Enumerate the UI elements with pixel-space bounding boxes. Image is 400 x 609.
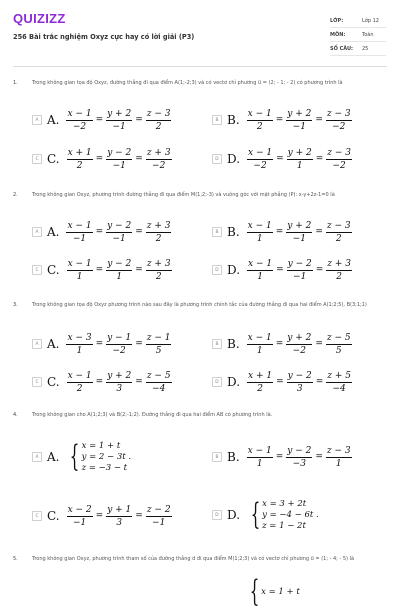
denominator: 1 <box>76 271 83 282</box>
system-line: x = 1 + t <box>81 440 121 451</box>
equals-sign: = <box>135 377 143 387</box>
fraction <box>247 446 273 469</box>
equals-sign: = <box>135 511 143 521</box>
option-badge[interactable]: C <box>32 154 42 164</box>
denominator: 2 <box>335 233 342 244</box>
option-letter: D. <box>227 152 241 166</box>
denominator: −1 <box>72 517 87 528</box>
fraction <box>146 505 172 528</box>
fraction <box>287 148 313 171</box>
option-a[interactable] <box>32 332 172 356</box>
denominator: −2 <box>332 121 346 132</box>
system-line: y = −4 − 6t . <box>262 509 319 520</box>
denominator: 3 <box>116 383 123 394</box>
fraction <box>106 109 132 132</box>
numerator: x − 1 <box>67 370 92 381</box>
option-expression <box>65 109 172 132</box>
denominator: 2 <box>155 233 162 244</box>
fraction <box>146 148 172 171</box>
option-b[interactable] <box>212 445 353 469</box>
question-number: 1. <box>13 80 18 86</box>
numerator: z − 2 <box>146 504 171 515</box>
fraction <box>326 371 352 394</box>
question-1 <box>13 80 389 180</box>
fraction <box>67 259 93 282</box>
denominator: 1 <box>256 345 263 356</box>
equals-sign: = <box>95 227 104 237</box>
numerator: y + 2 <box>107 108 132 119</box>
option-badge[interactable]: C <box>32 377 42 387</box>
question-number: 4. <box>13 412 18 418</box>
denominator: 1 <box>76 345 83 356</box>
numerator: z + 3 <box>146 147 171 158</box>
denominator: −1 <box>293 271 307 282</box>
fraction <box>146 371 172 394</box>
equals-sign: = <box>135 265 143 275</box>
meta-value: Toán <box>362 31 374 38</box>
meta-row-count <box>330 42 386 56</box>
denominator: 3 <box>296 383 303 394</box>
equals-sign: = <box>95 154 104 164</box>
equals-sign: = <box>95 377 104 387</box>
option-d[interactable] <box>212 370 353 394</box>
numerator: z − 3 <box>327 147 351 158</box>
denominator: 2 <box>76 160 83 171</box>
equals-sign: = <box>135 154 143 164</box>
equals-sign: = <box>315 115 323 125</box>
option-letter: A. <box>47 113 60 127</box>
option-expression <box>66 148 173 171</box>
option-expression <box>246 333 353 356</box>
denominator: −2 <box>72 121 87 132</box>
fraction <box>286 109 312 132</box>
fraction <box>106 221 132 244</box>
numerator: x + 1 <box>248 370 273 381</box>
fraction <box>287 371 313 394</box>
question-text: Trong không gian cho A(1;2;3) và B(2;-1;2). Đường thẳng đi qua hai điểm AB có phương trình là. <box>32 412 273 418</box>
option-badge[interactable]: A <box>32 339 42 349</box>
equals-sign: = <box>95 511 104 521</box>
option-letter: C. <box>47 263 60 277</box>
question-number: 2. <box>13 192 18 198</box>
fraction <box>146 221 172 244</box>
fraction <box>146 259 172 282</box>
meta-key: SỐ CÂU: <box>330 45 354 52</box>
fraction <box>247 221 273 244</box>
denominator: −2 <box>152 160 166 171</box>
numerator: x − 1 <box>248 258 273 269</box>
fraction <box>247 371 273 394</box>
option-a[interactable] <box>32 108 172 132</box>
fraction <box>326 446 352 469</box>
numerator: y + 2 <box>287 332 312 343</box>
option-badge[interactable]: D <box>212 377 222 387</box>
fraction <box>286 333 312 356</box>
fraction <box>106 371 132 394</box>
system-line: x = 3 + 2t <box>262 498 307 509</box>
option-letter: A. <box>47 337 60 351</box>
numerator: y − 1 <box>107 332 132 343</box>
numerator: x − 1 <box>67 220 92 231</box>
denominator: −1 <box>112 233 126 244</box>
option-letter: D. <box>227 375 241 389</box>
equals-sign: = <box>95 265 104 275</box>
meta-key: MÔN: <box>330 31 346 38</box>
option-d[interactable] <box>212 499 319 531</box>
fraction <box>286 221 312 244</box>
option-badge[interactable]: A <box>32 115 42 125</box>
numerator: z − 1 <box>146 332 171 343</box>
option-badge[interactable]: A <box>32 227 42 237</box>
option-expression <box>245 574 300 609</box>
option-letter: A. <box>47 450 60 464</box>
denominator: −4 <box>152 383 166 394</box>
option-badge[interactable]: C <box>32 511 42 521</box>
denominator: 5 <box>335 345 342 356</box>
numerator: y + 2 <box>287 220 312 231</box>
fraction <box>326 109 352 132</box>
left-brace: { <box>70 439 80 474</box>
numerator: y − 2 <box>287 445 312 456</box>
denominator: 2 <box>336 271 342 282</box>
numerator: x − 1 <box>67 108 92 119</box>
denominator: −1 <box>292 121 306 132</box>
equals-sign: = <box>275 339 284 349</box>
numerator: x − 2 <box>67 504 92 515</box>
denominator: 2 <box>155 271 162 282</box>
equation-system <box>245 574 300 609</box>
numerator: x − 3 <box>67 332 92 343</box>
meta-value: 25 <box>362 45 369 52</box>
numerator: x − 1 <box>247 332 272 343</box>
denominator: 1 <box>296 160 303 171</box>
fraction <box>146 109 172 132</box>
fraction <box>326 221 352 244</box>
option-c[interactable] <box>32 504 173 528</box>
option-letter: C. <box>47 375 60 389</box>
meta-key: LỚP: <box>330 17 344 24</box>
fraction <box>146 333 172 356</box>
question-text: Trong không gian Oxyz, phương trình đường thẳng đi qua điểm M(1;2;-3) và vuông góc với mặt phẳng (P): x-y+2z-1=0 là <box>32 192 335 198</box>
option-c[interactable] <box>32 258 173 282</box>
question-4 <box>13 412 389 552</box>
numerator: z − 3 <box>146 108 171 119</box>
fraction <box>67 371 93 394</box>
equation-system <box>246 499 319 532</box>
numerator: z + 3 <box>146 220 171 231</box>
question-text: Trong không gian tọa độ Oxyz phương trình nào sau đây là phương trình chính tắc của đường thẳng đi qua hai điểm A(1;2;5), B(3;1;1) <box>32 302 367 308</box>
fraction <box>287 259 313 282</box>
denominator: 2 <box>155 121 162 132</box>
denominator: −2 <box>253 160 267 171</box>
option-letter: B. <box>227 450 240 464</box>
option-badge[interactable]: C <box>32 265 42 275</box>
system-lines <box>262 499 319 532</box>
fraction <box>67 505 93 528</box>
option-expression <box>66 259 173 282</box>
option-badge[interactable]: D <box>212 154 222 164</box>
denominator: 5 <box>155 345 162 356</box>
denominator: 1 <box>116 271 123 282</box>
question-3 <box>13 302 389 402</box>
system-line: x = 1 + t <box>261 586 300 597</box>
fraction <box>286 446 312 469</box>
numerator: z + 5 <box>327 370 351 381</box>
option-c[interactable] <box>32 147 173 171</box>
option-letter: D. <box>227 263 241 277</box>
equals-sign: = <box>135 115 143 125</box>
fraction <box>106 333 132 356</box>
option-expression <box>246 446 353 469</box>
question-number: 3. <box>13 302 18 308</box>
equals-sign: = <box>276 154 284 164</box>
option-b[interactable] <box>212 108 353 132</box>
fraction <box>326 333 352 356</box>
fraction <box>247 333 273 356</box>
worksheet-title: 256 Bài trắc nghiệm Oxyz cực hay có lời giải (P3) <box>13 33 195 41</box>
equals-sign: = <box>276 265 284 275</box>
option-d[interactable] <box>212 147 353 171</box>
option-expression <box>246 371 353 394</box>
equals-sign: = <box>95 115 104 125</box>
numerator: y + 2 <box>287 108 312 119</box>
option-d[interactable] <box>212 258 353 282</box>
option-c[interactable] <box>32 370 173 394</box>
option-badge[interactable]: D <box>212 265 222 275</box>
numerator: y − 2 <box>287 370 312 381</box>
denominator: 2 <box>76 383 83 394</box>
option-letter: C. <box>47 509 60 523</box>
numerator: z − 5 <box>326 332 351 343</box>
option-b[interactable] <box>212 220 353 244</box>
question-text: Trong không gian tọa độ Oxyz, đường thẳng đi qua điểm A(1;-2;3) và có vectơ chỉ phương u⃗ = (2; - 1; - 2) có phương trình là <box>32 80 343 86</box>
option-badge[interactable]: B <box>212 339 222 349</box>
denominator: −1 <box>152 517 166 528</box>
fraction <box>247 109 273 132</box>
equals-sign: = <box>275 452 284 462</box>
numerator: y − 2 <box>107 147 132 158</box>
equals-sign: = <box>135 339 143 349</box>
option-letter: B. <box>227 337 240 351</box>
numerator: y − 2 <box>107 258 132 269</box>
denominator: 3 <box>116 517 123 528</box>
equals-sign: = <box>315 265 324 275</box>
fraction <box>66 333 92 356</box>
option-expression <box>65 221 172 244</box>
option-expression <box>65 441 131 474</box>
fraction <box>66 221 92 244</box>
system-line: z = −3 − t <box>81 462 128 473</box>
equals-sign: = <box>276 377 284 387</box>
equals-sign: = <box>315 227 323 237</box>
meta-row-class <box>330 14 386 28</box>
system-line: z = 1 − 2t <box>262 520 306 531</box>
fraction <box>247 259 273 282</box>
fraction <box>106 148 132 171</box>
option-expression <box>246 148 353 171</box>
numerator: y − 2 <box>287 258 312 269</box>
option-letter: B. <box>227 225 240 239</box>
equation-system <box>65 441 131 474</box>
denominator: 1 <box>257 271 263 282</box>
numerator: x − 1 <box>247 220 272 231</box>
denominator: 2 <box>257 383 263 394</box>
option-a[interactable] <box>32 220 172 244</box>
option-a[interactable] <box>32 439 132 474</box>
denominator: −1 <box>112 121 126 132</box>
equals-sign: = <box>315 339 323 349</box>
worksheet-meta <box>330 14 386 56</box>
option-expression <box>246 221 353 244</box>
equals-sign: = <box>275 115 284 125</box>
option-badge[interactable]: A <box>32 452 42 462</box>
option-expression <box>246 109 353 132</box>
denominator: −2 <box>112 345 126 356</box>
denominator: −4 <box>332 383 346 394</box>
fraction <box>247 148 273 171</box>
left-brace: { <box>250 497 261 532</box>
denominator: 2 <box>256 121 263 132</box>
question-2 <box>13 192 389 292</box>
question-5 <box>13 556 389 609</box>
option-expression <box>246 259 353 282</box>
question-number: 5. <box>13 556 18 562</box>
question-text: Trong không gian Oxyz, phương trình tham số của đường thẳng d đi qua điểm M(1;2;3) và có vectơ chỉ phương u⃗ = (1; - 4; - 5) là <box>32 556 355 562</box>
equals-sign: = <box>135 227 143 237</box>
denominator: −2 <box>292 345 306 356</box>
system-lines <box>82 441 132 474</box>
numerator: x + 1 <box>67 147 92 158</box>
system-lines <box>261 587 300 598</box>
denominator: 1 <box>256 233 263 244</box>
left-brace: { <box>249 574 260 609</box>
denominator: 1 <box>256 458 263 469</box>
fraction <box>67 148 93 171</box>
numerator: z − 3 <box>326 220 351 231</box>
numerator: z − 5 <box>146 370 171 381</box>
quizizz-logo: QUIZIZZ <box>13 11 66 26</box>
numerator: y + 2 <box>287 147 312 158</box>
numerator: z − 3 <box>326 108 351 119</box>
numerator: x − 1 <box>248 147 273 158</box>
equals-sign: = <box>95 339 104 349</box>
denominator: −1 <box>112 160 126 171</box>
numerator: y − 2 <box>107 220 132 231</box>
option-expression <box>246 499 319 532</box>
numerator: z + 3 <box>146 258 171 269</box>
system-line: y = 2 − 3t . <box>81 451 132 462</box>
option-expression <box>66 505 173 528</box>
denominator: −3 <box>292 458 306 469</box>
equals-sign: = <box>315 154 324 164</box>
numerator: y + 2 <box>107 370 132 381</box>
option-badge[interactable]: D <box>212 510 222 520</box>
numerator: z − 3 <box>326 445 351 456</box>
equals-sign: = <box>315 377 324 387</box>
header-divider <box>13 66 387 67</box>
option-badge[interactable]: B <box>212 115 222 125</box>
option-letter: A. <box>47 225 60 239</box>
option-expression <box>65 333 172 356</box>
numerator: y + 1 <box>107 504 132 515</box>
option-expression <box>66 371 173 394</box>
numerator: z + 3 <box>327 258 351 269</box>
denominator: 1 <box>335 458 342 469</box>
equals-sign: = <box>275 227 284 237</box>
numerator: x − 1 <box>247 445 272 456</box>
worksheet-header <box>0 0 400 64</box>
meta-value: Lớp 12 <box>362 17 379 24</box>
numerator: x − 1 <box>67 258 92 269</box>
fraction <box>66 109 92 132</box>
option-letter: B. <box>227 113 240 127</box>
option-letter: C. <box>47 152 60 166</box>
denominator: −1 <box>72 233 87 244</box>
option-b[interactable] <box>212 332 353 356</box>
meta-row-subject <box>330 28 386 42</box>
fraction <box>106 259 132 282</box>
option-badge[interactable]: B <box>212 227 222 237</box>
option-b-partial[interactable] <box>245 574 300 609</box>
denominator: −2 <box>332 160 346 171</box>
option-badge[interactable]: B <box>212 452 222 462</box>
numerator: x − 1 <box>247 108 272 119</box>
option-letter: D. <box>227 508 241 522</box>
fraction <box>326 259 352 282</box>
fraction <box>106 505 132 528</box>
denominator: −1 <box>292 233 306 244</box>
equals-sign: = <box>315 452 323 462</box>
fraction <box>326 148 352 171</box>
